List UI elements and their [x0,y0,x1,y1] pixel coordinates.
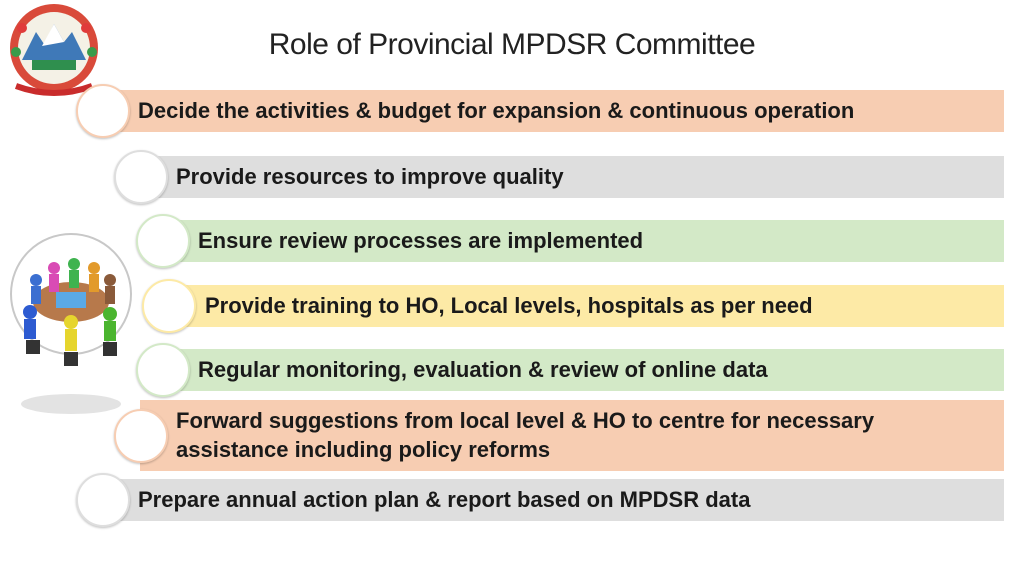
role-item-circle-icon [136,214,190,268]
role-item-circle-icon [76,84,130,138]
role-item-bar [162,349,1004,391]
role-item-bar [170,285,1004,327]
role-item-bar [140,400,1004,471]
role-item-text: Ensure review processes are implemented [198,227,644,253]
role-item-circle-icon [76,473,130,527]
role-item-circle-icon [136,343,190,397]
role-item-text: Provide resources to improve quality [176,163,564,189]
role-item-text: Provide training to HO, Local levels, hospitals as per need [205,292,813,318]
page-title: Role of Provincial MPDSR Committee [268,28,756,61]
role-item-text: Decide the activities & budget for expansion & continuous operation [138,97,855,123]
role-item-circle-icon [142,279,196,333]
role-item-circle-icon [114,409,168,463]
role-item-bar [104,479,1004,521]
role-item-bar [140,156,1004,198]
role-item-text: Regular monitoring, evaluation & review of online data [198,356,768,382]
role-item-bar [162,220,1004,262]
role-item-bar [104,90,1004,132]
role-item-text: Prepare annual action plan & report based on MPDSR data [138,486,751,512]
role-item-text: Forward suggestions from local level & HO to centre for necessary assistance including policy reforms [176,407,875,462]
meeting-illustration-icon [6,222,136,422]
role-item-circle-icon [114,150,168,204]
